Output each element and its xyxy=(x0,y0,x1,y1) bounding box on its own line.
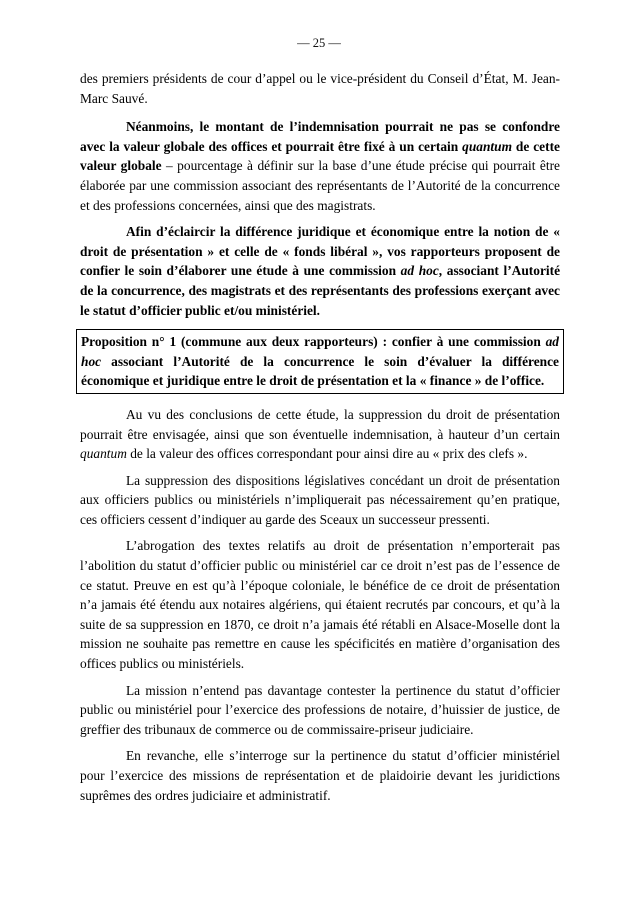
proposal-italic-term: ad hoc xyxy=(81,334,559,369)
paragraph-italic-term: quantum xyxy=(462,138,513,154)
paragraph-statut: La mission n’entend pas davantage contester la pertinence du statut d’officier public ou ministériel pour l’exercice des professions de notaire, d’huissier de justice, de greffier des tribunaux de commerce ou de commissaire-priseur judiciaire. xyxy=(80,682,560,737)
paragraph-text: – pourcentage à définir sur la base d’une étude précise qui pourrait être élaborée par une commission associant des représentants de l’Autorité de la concurrence et des professions concernées, ainsi que des magistrats. xyxy=(80,158,560,213)
proposal-text: associant l’Autorité de la concurrence le soin d’évaluer la différence économique et juridique entre le droit de présentation et la « finance » de l’office. xyxy=(81,353,559,389)
paragraph-revanche: En revanche, elle s’interroge sur la pertinence du statut d’officier ministériel pour l’exercice des missions de représentation et de plaidoirie devant les juridictions suprêmes des ordres judiciaire et administratif. xyxy=(80,748,560,803)
paragraph-proposal-intro xyxy=(80,222,560,320)
paragraph-abrogation: L’abrogation des textes relatifs au droit de présentation n’emporterait pas l’abolition du statut d’officier public ou ministériel car ce droit n’est pas de l’essence de ce statut. Preuve en est qu’à l’époque coloniale, le bénéfice de ce droit de présentation n’a jamais été étendu aux notaires algériens, qui étaient recrutés par concours, et qu’à la suite de sa suppression en 1870, ce droit n’a jamais été rétabli en Alsace-Moselle dont la mission ne souhaite pas remettre en cause les spécificités en matière d’organisation des offices publics ou ministériels. xyxy=(80,538,560,672)
paragraph-bold-text: de cette valeur globale xyxy=(80,138,560,174)
paragraph-suppression xyxy=(80,405,560,464)
page-number: — 25 — xyxy=(297,36,341,50)
paragraph-bold-text: Néanmoins, le montant de l’indemnisation pourrait ne pas se confondre avec la valeur globale des offices et pourrait être fixé à un certain xyxy=(80,119,560,154)
paragraph-indemnisation xyxy=(80,117,560,215)
paragraph-dispositions: La suppression des dispositions législatives concédant un droit de présentation aux officiers publics ou ministériels n’impliquerait pas nécessairement qu’en pratique, ces officiers cessent d’indiquer au garde des Sceaux un successeur pressenti. xyxy=(80,472,560,527)
document-body xyxy=(80,69,560,812)
paragraph-bold-text: , associant l’Autorité de la concurrence, des magistrats et des représentants des professions exerçant avec le statut d’officier public et/ou ministériel. xyxy=(80,263,561,318)
paragraph-text: Au vu des conclusions de cette étude, la suppression du droit de présentation pourrait être envisagée, ainsi que son éventuelle indemnisation, à hauteur d’un certain xyxy=(80,406,560,442)
proposal-box xyxy=(76,329,564,394)
paragraph-text: de la valeur des offices correspondant pour ainsi dire au « prix des clefs ». xyxy=(126,446,528,462)
paragraph-italic-term: ad hoc xyxy=(400,263,439,279)
proposal-text: Proposition n° 1 (commune aux deux rapporteurs) : confier à une commission xyxy=(81,334,546,350)
paragraph-italic-term: quantum xyxy=(80,446,127,462)
paragraph-bold-text: Afin d’éclaircir la différence juridique et économique entre la notion de « droit de présentation » et celle de « fonds libéral », vos rapporteurs proposent de confier le soin d’élaborer une étude à une commission xyxy=(80,224,560,279)
paragraph-continuation: des premiers présidents de cour d’appel ou le vice-président du Conseil d’État, M. Jean-Marc Sauvé. xyxy=(80,71,560,106)
